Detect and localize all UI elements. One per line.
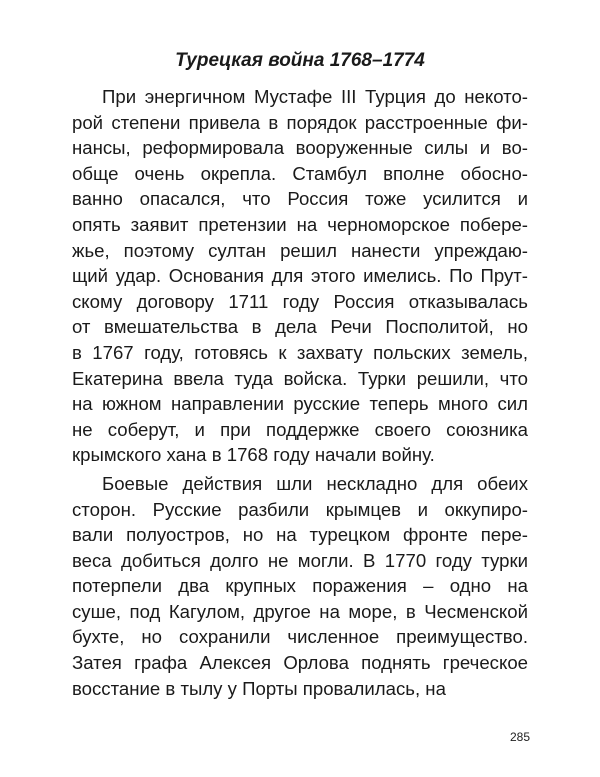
text-line: Затея графа Алексея Орлова поднять греческое	[72, 652, 528, 674]
text-line: Боевые действия шли нескладно для обеих	[102, 472, 528, 494]
text-line: опять заявит претензии на черноморское побере-	[72, 213, 528, 235]
text-line: суше, под Кагулом, другое на море, в Чесменской	[72, 600, 528, 622]
text-line: скому договору 1711 году Россия отказывалась	[72, 290, 528, 312]
text-line: жье, поэтому султан решил нанести упреждаю-	[72, 239, 528, 261]
text-line: сторон. Русские разбили крымцев и оккупиро-	[72, 498, 528, 520]
text-line: потерпели два крупных поражения – одно на	[72, 575, 528, 597]
text-line: рой степени привела в порядок расстроенные фи-	[72, 111, 528, 133]
text-line: бухте, но сохранили численное преимущество.	[72, 626, 528, 648]
text-line: от вмешательства в дела Речи Посполитой, но	[72, 316, 528, 338]
text-line: восстание в тылу у Порты провалилась, на	[72, 677, 446, 699]
text-line: веса добиться долго не могли. В 1770 году турки	[72, 549, 528, 571]
book-page	[72, 48, 528, 701]
text-line: нансы, реформировала вооруженные силы и во-	[72, 137, 528, 159]
paragraph	[72, 471, 528, 701]
text-line: на южном направлении русские теперь много сил	[72, 393, 528, 415]
chapter-title: Турецкая война 1768–1774	[175, 50, 425, 71]
text-line: обще очень окрепла. Стамбул вполне обосно-	[72, 162, 528, 184]
page-number: 285	[510, 730, 531, 744]
text-line: щий удар. Основания для этого имелись. По Прут-	[72, 265, 528, 287]
text-line: не соберут, и при поддержке своего союзника	[72, 418, 528, 440]
text-line: крымского хана в 1768 году начали войну.	[72, 444, 435, 466]
text-line: в 1767 году, готовясь к захвату польских земель,	[72, 341, 528, 363]
text-line: вали полуостров, но на турецком фронте пере-	[72, 524, 528, 546]
body-text	[72, 84, 528, 701]
text-line: ванно опасался, что Россия тоже усилится и	[72, 188, 528, 210]
paragraph	[72, 84, 528, 468]
text-line: Екатерина ввела туда войска. Турки решили, что	[72, 367, 528, 389]
text-line: При энергичном Мустафе III Турция до некото-	[102, 86, 528, 107]
